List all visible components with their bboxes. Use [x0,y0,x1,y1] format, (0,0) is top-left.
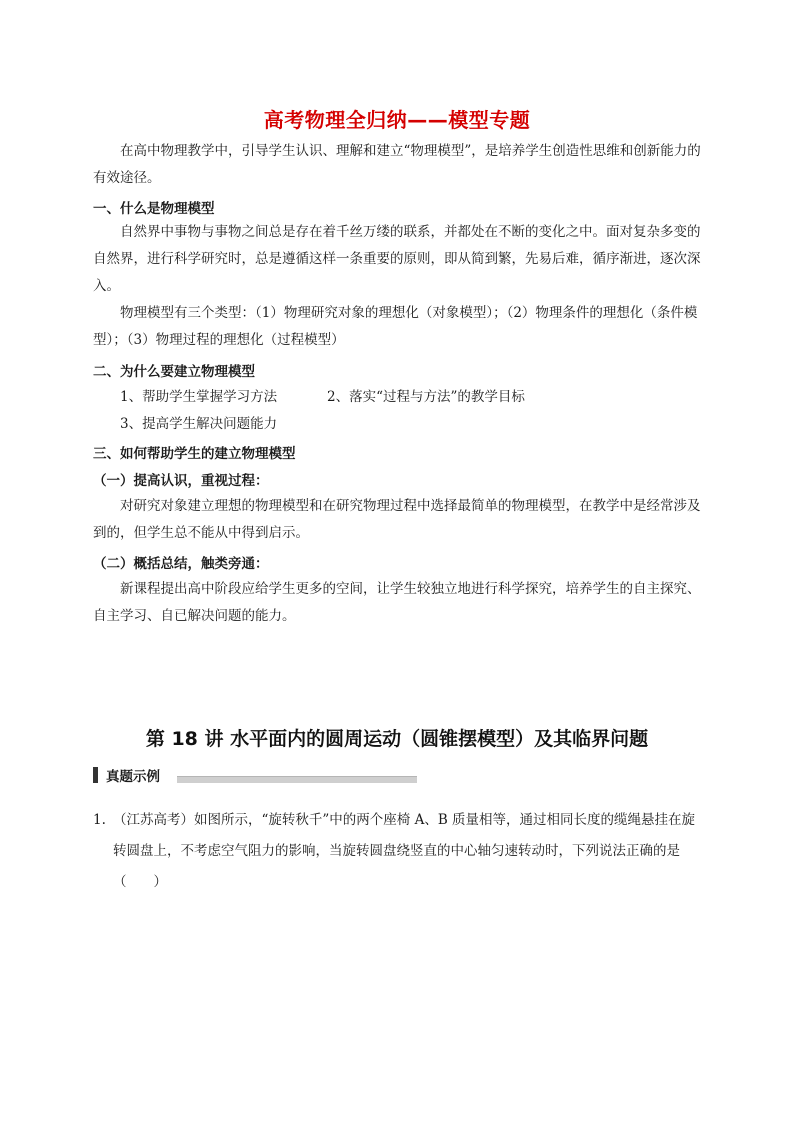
page-title: 高考物理全归纳——模型专题 [263,108,531,132]
subsection-heading-1: （一）提高认识，重视过程： [93,473,269,489]
section-bar-rule [177,776,417,783]
section1-paragraph-2: 物理模型有三个类型：（1）物理研究对象的理想化（对象模型）；（2）物理条件的理想化（条件模型）；（3）物理过程的理想化（过程模型） [93,305,698,348]
lecture-title: 第 18 讲 水平面内的圆周运动（圆锥摆模型）及其临界问题 [145,728,649,750]
question-text: （江苏高考）如图所示，“旋转秋千”中的两个座椅 A、B 质量相等，通过相同长度的缆绳悬挂在旋转圆盘上，不考虑空气阻力的影响，当旋转圆盘绕竖直的中心轴匀速转动时，下列说法正确的是（ ） [113,812,696,890]
section-heading-3: 三、如何帮助学生的建立物理模型 [93,446,296,462]
section2-item-1: 1、帮助学生掌握学习方法 [120,389,278,405]
intro-paragraph: 在高中物理教学中，引导学生认识、理解和建立“物理模型”，是培养学生创造性思维和创新能力的有效途径。 [93,143,701,186]
subsection-heading-2: （二）概括总结，触类旁通： [93,556,269,572]
section1-paragraph-1: 自然界中事物与事物之间总是存在着千丝万缕的联系，并都处在不断的变化之中。面对复杂多变的自然界，进行科学研究时，总是遵循这样一条重要的原则，即从简到繁，先易后难，循序渐进，逐次深入。 [93,224,701,294]
section-label: 真题示例 [106,769,160,785]
section-heading-2: 二、为什么要建立物理模型 [93,364,255,380]
section2-item-3: 3、提高学生解决问题能力 [120,416,278,432]
section-bar-marker [93,767,98,783]
subsection1-paragraph: 对研究对象建立理想的物理模型和在研究物理过程中选择最简单的物理模型，在教学中是经常涉及到的，但学生总不能从中得到启示。 [93,498,701,541]
section-heading-1: 一、什么是物理模型 [93,201,215,217]
section2-item-2: 2、落实“过程与方法”的教学目标 [327,389,525,405]
question-number: 1. [93,812,106,828]
subsection2-paragraph: 新课程提出高中阶段应给学生更多的空间，让学生较独立地进行科学探究，培养学生的自主探究、自主学习、自已解决问题的能力。 [93,581,701,624]
